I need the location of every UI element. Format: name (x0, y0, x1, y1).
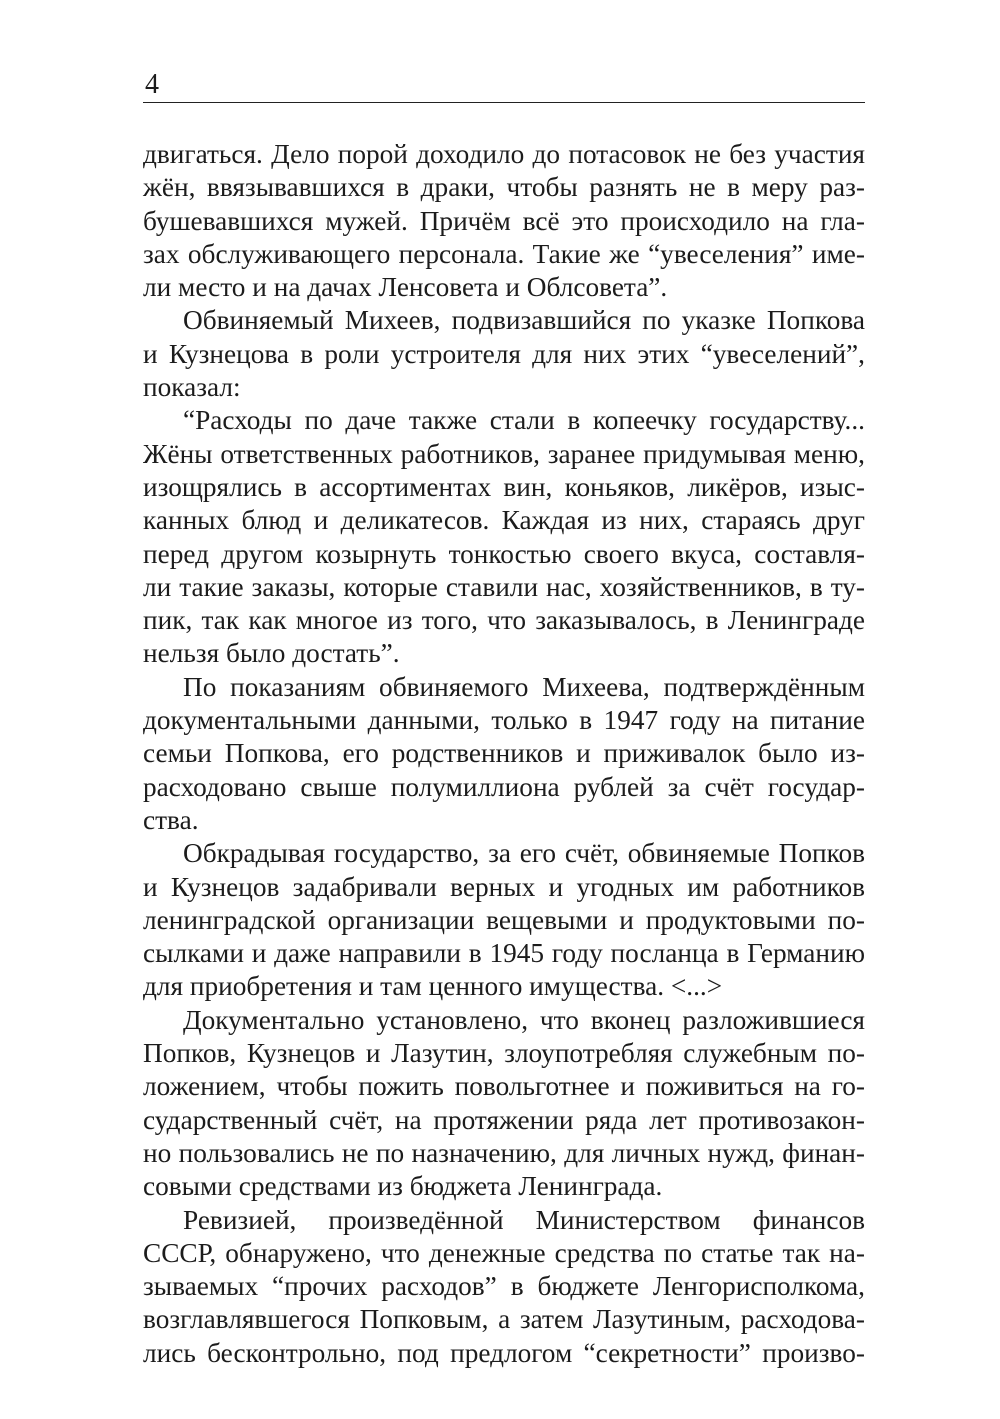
text-line: сударственный счёт, на протяжении ряда лет противозакон- (143, 1104, 865, 1135)
paragraph (143, 138, 865, 304)
text-line: ленинградской организации вещевыми и продуктовыми по- (143, 904, 865, 935)
paragraph (143, 1004, 865, 1204)
page-number: 4 (145, 69, 159, 100)
text-line: канных блюд и деликатесов. Каждая из них, стараясь друг (143, 505, 865, 536)
text-line: Попков, Кузнецов и Лазутин, злоупотребляя служебным по- (143, 1038, 865, 1069)
text-line: ложением, чтобы пожить повольготнее и поживиться на го- (143, 1071, 865, 1102)
text-line: “Расходы по даче также стали в копеечку государству... (183, 405, 865, 436)
text-line: изощрялись в ассортиментах вин, коньяков, ликёров, изыс- (143, 471, 865, 502)
text-line: расходовано свыше полумиллиона рублей за счёт государ- (143, 771, 865, 802)
body-text (143, 138, 865, 1370)
text-line: сылками и даже направили в 1945 году посланца в Германию (143, 938, 865, 969)
text-line: возглавлявшегося Попковым, а затем Лазутиным, расходова- (143, 1304, 865, 1335)
text-line: ли место и на дачах Ленсовета и Облсовета”. (143, 272, 668, 303)
text-line: нельзя было достать”. (143, 638, 400, 669)
text-line: лись бесконтрольно, под предлогом “секретности” произво- (143, 1337, 865, 1368)
text-line: Обвиняемый Михеев, подвизавшийся по указке Попкова (183, 305, 865, 336)
text-line: Жёны ответственных работников, заранее придумывая меню, (143, 438, 865, 469)
text-line: но пользовались не по назначению, для личных нужд, финан- (143, 1137, 865, 1168)
text-line: Документально установлено, что вконец разложившиеся (183, 1004, 865, 1035)
text-line: показал: (143, 372, 241, 403)
paragraph (143, 304, 865, 404)
page-header (143, 70, 865, 103)
text-line: и Кузнецов задабривали верных и угодных им работников (143, 871, 865, 902)
text-line: документальными данными, только в 1947 году на питание (143, 705, 865, 736)
text-line: пик, так как многое из того, что заказывалось, в Ленинграде (143, 605, 865, 636)
text-line: Ревизией, произведённой Министерством финансов (183, 1204, 865, 1235)
text-line: совыми средствами из бюджета Ленинграда. (143, 1171, 663, 1202)
paragraph (143, 671, 865, 837)
paragraph (143, 1204, 865, 1370)
text-line: зах обслуживающего персонала. Такие же “увеселения” име- (143, 238, 865, 269)
text-line: для приобретения и там ценного имущества. <...> (143, 971, 723, 1002)
text-line: двигаться. Дело порой доходило до потасовок не без участия (143, 139, 865, 169)
paragraph (143, 404, 865, 670)
text-line: ства. (143, 804, 199, 835)
text-line: перед другом козырнуть тонкостью своего вкуса, составля- (143, 538, 865, 569)
text-line: жён, ввязывавшихся в драки, чтобы разнять не в меру раз- (143, 172, 865, 203)
text-line: По показаниям обвиняемого Михеева, подтверждённым (183, 671, 865, 702)
paragraph (143, 837, 865, 1003)
text-line: СССР, обнаружено, что денежные средства по статье так на- (143, 1237, 865, 1268)
text-line: ли такие заказы, которые ставили нас, хозяйственников, в ту- (143, 571, 865, 602)
text-line: Обкрадывая государство, за его счёт, обвиняемые Попков (183, 838, 865, 869)
text-line: зываемых “прочих расходов” в бюджете Ленгорисполкома, (143, 1271, 865, 1302)
text-line: семьи Попкова, его родственников и приживалок было из- (143, 738, 865, 769)
text-line: и Кузнецова в роли устроителя для них этих “увеселений”, (143, 338, 865, 369)
text-line: бушевавшихся мужей. Причём всё это происходило на гла- (143, 205, 865, 236)
